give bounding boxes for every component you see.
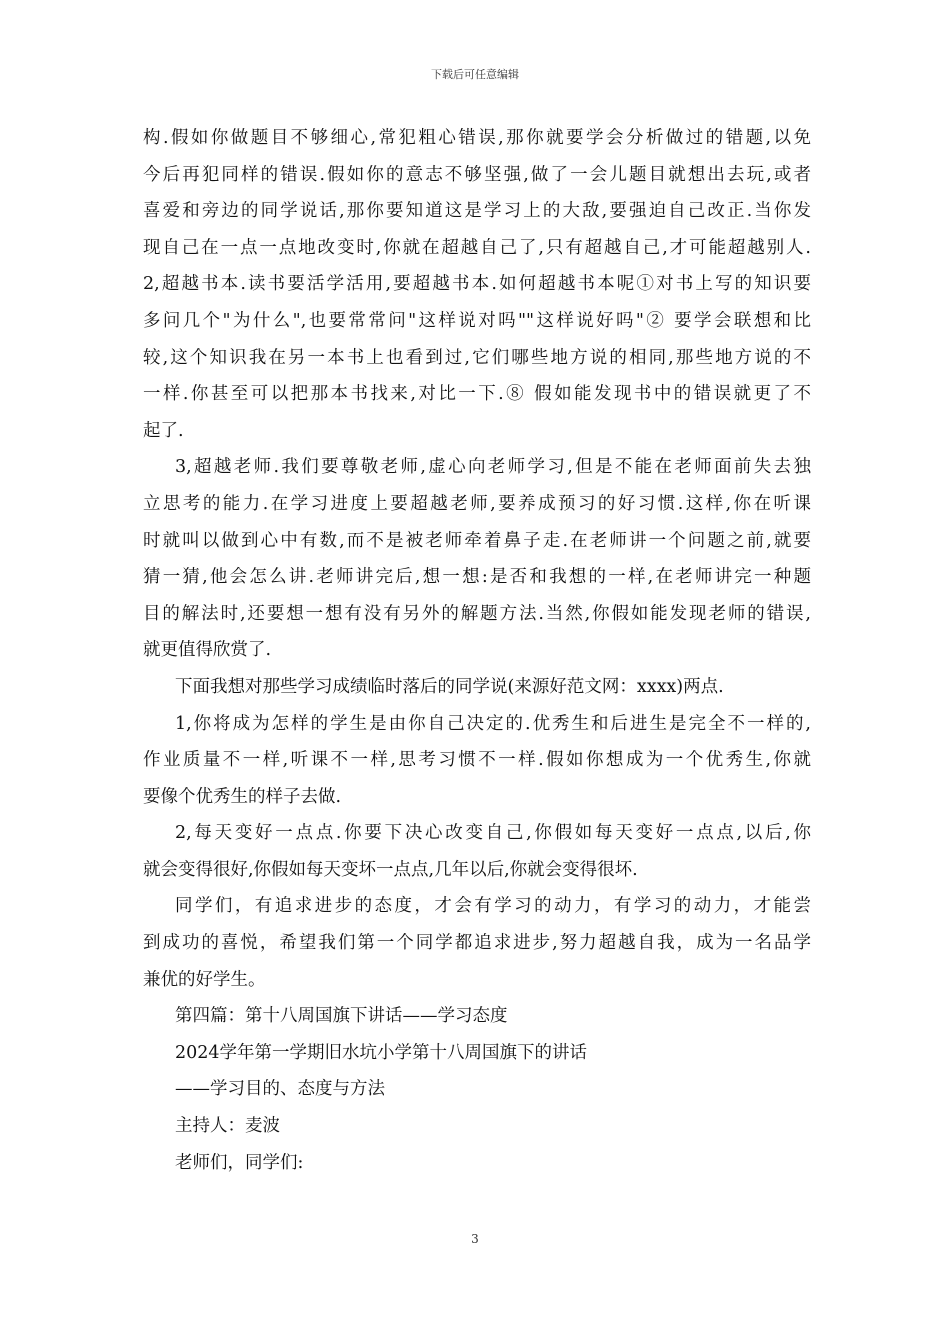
text-line: 目的解法时,还要想一想有没有另外的解题方法.当然,你假如能发现老师的错误, xyxy=(143,603,811,624)
page-header: 下载后可任意编辑 xyxy=(431,68,519,81)
text-line: 喜爱和旁边的同学说话,那你要知道这是学习上的大敌,要强迫自己改正.当你发 xyxy=(143,201,811,222)
greeting-line: 老师们，同学们: xyxy=(175,1152,304,1173)
text-line: 一样.你甚至可以把那本书找来,对比一下.⑧ 假如能发现书中的错误就更了不 xyxy=(143,384,811,405)
text-line: 多问几个"为什么",也要常常问"这样说对吗""这样说好吗"② 要学会联想和比 xyxy=(143,310,811,331)
paragraph-first-line: 同学们，有追求进步的态度，才会有学习的动力，有学习的动力，才能尝 xyxy=(175,896,811,917)
text-line: 起了. xyxy=(143,420,184,441)
text-line: 时就叫以做到心中有数,而不是被老师牵着鼻子走.在老师讲一个问题之前,就要 xyxy=(143,530,811,551)
document-body xyxy=(143,120,811,1181)
page-number: 3 xyxy=(471,1232,479,1246)
host-line: 主持人：麦波 xyxy=(175,1116,280,1137)
paragraph-first-line: 下面我想对那些学习成绩临时落后的同学说(来源好范文网：xxxx)两点. xyxy=(175,676,724,697)
text-line: 就更值得欣赏了. xyxy=(143,640,272,661)
paragraph-first-line: 2,每天变好一点点.你要下决心改变自己,你假如每天变好一点点,以后,你 xyxy=(175,823,811,844)
text-line: 就会变得很好,你假如每天变坏一点点,几年以后,你就会变得很坏. xyxy=(143,859,638,880)
text-line: 作业质量不一样,听课不一样,思考习惯不一样.假如你想成为一个优秀生,你就 xyxy=(143,750,811,771)
section-heading: 第四篇：第十八周国旗下讲话——学习态度 xyxy=(175,1006,508,1027)
paragraph-first-line: 1,你将成为怎样的学生是由你自己决定的.优秀生和后进生是完全不一样的, xyxy=(175,713,811,734)
text-line: 2,超越书本.读书要活学活用,要超越书本.如何超越书本呢①对书上写的知识要 xyxy=(143,274,811,295)
text-line: 兼优的好学生。 xyxy=(143,969,266,990)
text-line: 构.假如你做题目不够细心,常犯粗心错误,那你就要学会分析做过的错题,以免 xyxy=(143,128,811,148)
speech-title: 2024学年第一学期旧水坑小学第十八周国旗下的讲话 xyxy=(175,1042,588,1063)
speech-subtitle: ——学习目的、态度与方法 xyxy=(175,1079,385,1100)
paragraph-first-line: 3,超越老师.我们要尊敬老师,虚心向老师学习,但是不能在老师面前失去独 xyxy=(175,457,811,478)
text-line: 较,这个知识我在另一本书上也看到过,它们哪些地方说的相同,那些地方说的不 xyxy=(143,347,811,368)
text-line: 要像个优秀生的样子去做. xyxy=(143,786,342,807)
text-line: 立思考的能力.在学习进度上要超越老师,要养成预习的好习惯.这样,你在听课 xyxy=(143,493,811,514)
text-line: 今后再犯同样的错误.假如你的意志不够坚强,做了一会儿题目就想出去玩,或者 xyxy=(143,164,811,185)
text-line: 现自己在一点一点地改变时,你就在超越自己了,只有超越自己,才可能超越别人. xyxy=(143,237,811,258)
text-line: 猜一猜,他会怎么讲.老师讲完后,想一想:是否和我想的一样,在老师讲完一种题 xyxy=(143,567,811,588)
text-line: 到成功的喜悦，希望我们第一个同学都追求进步,努力超越自我，成为一名品学 xyxy=(143,933,811,954)
